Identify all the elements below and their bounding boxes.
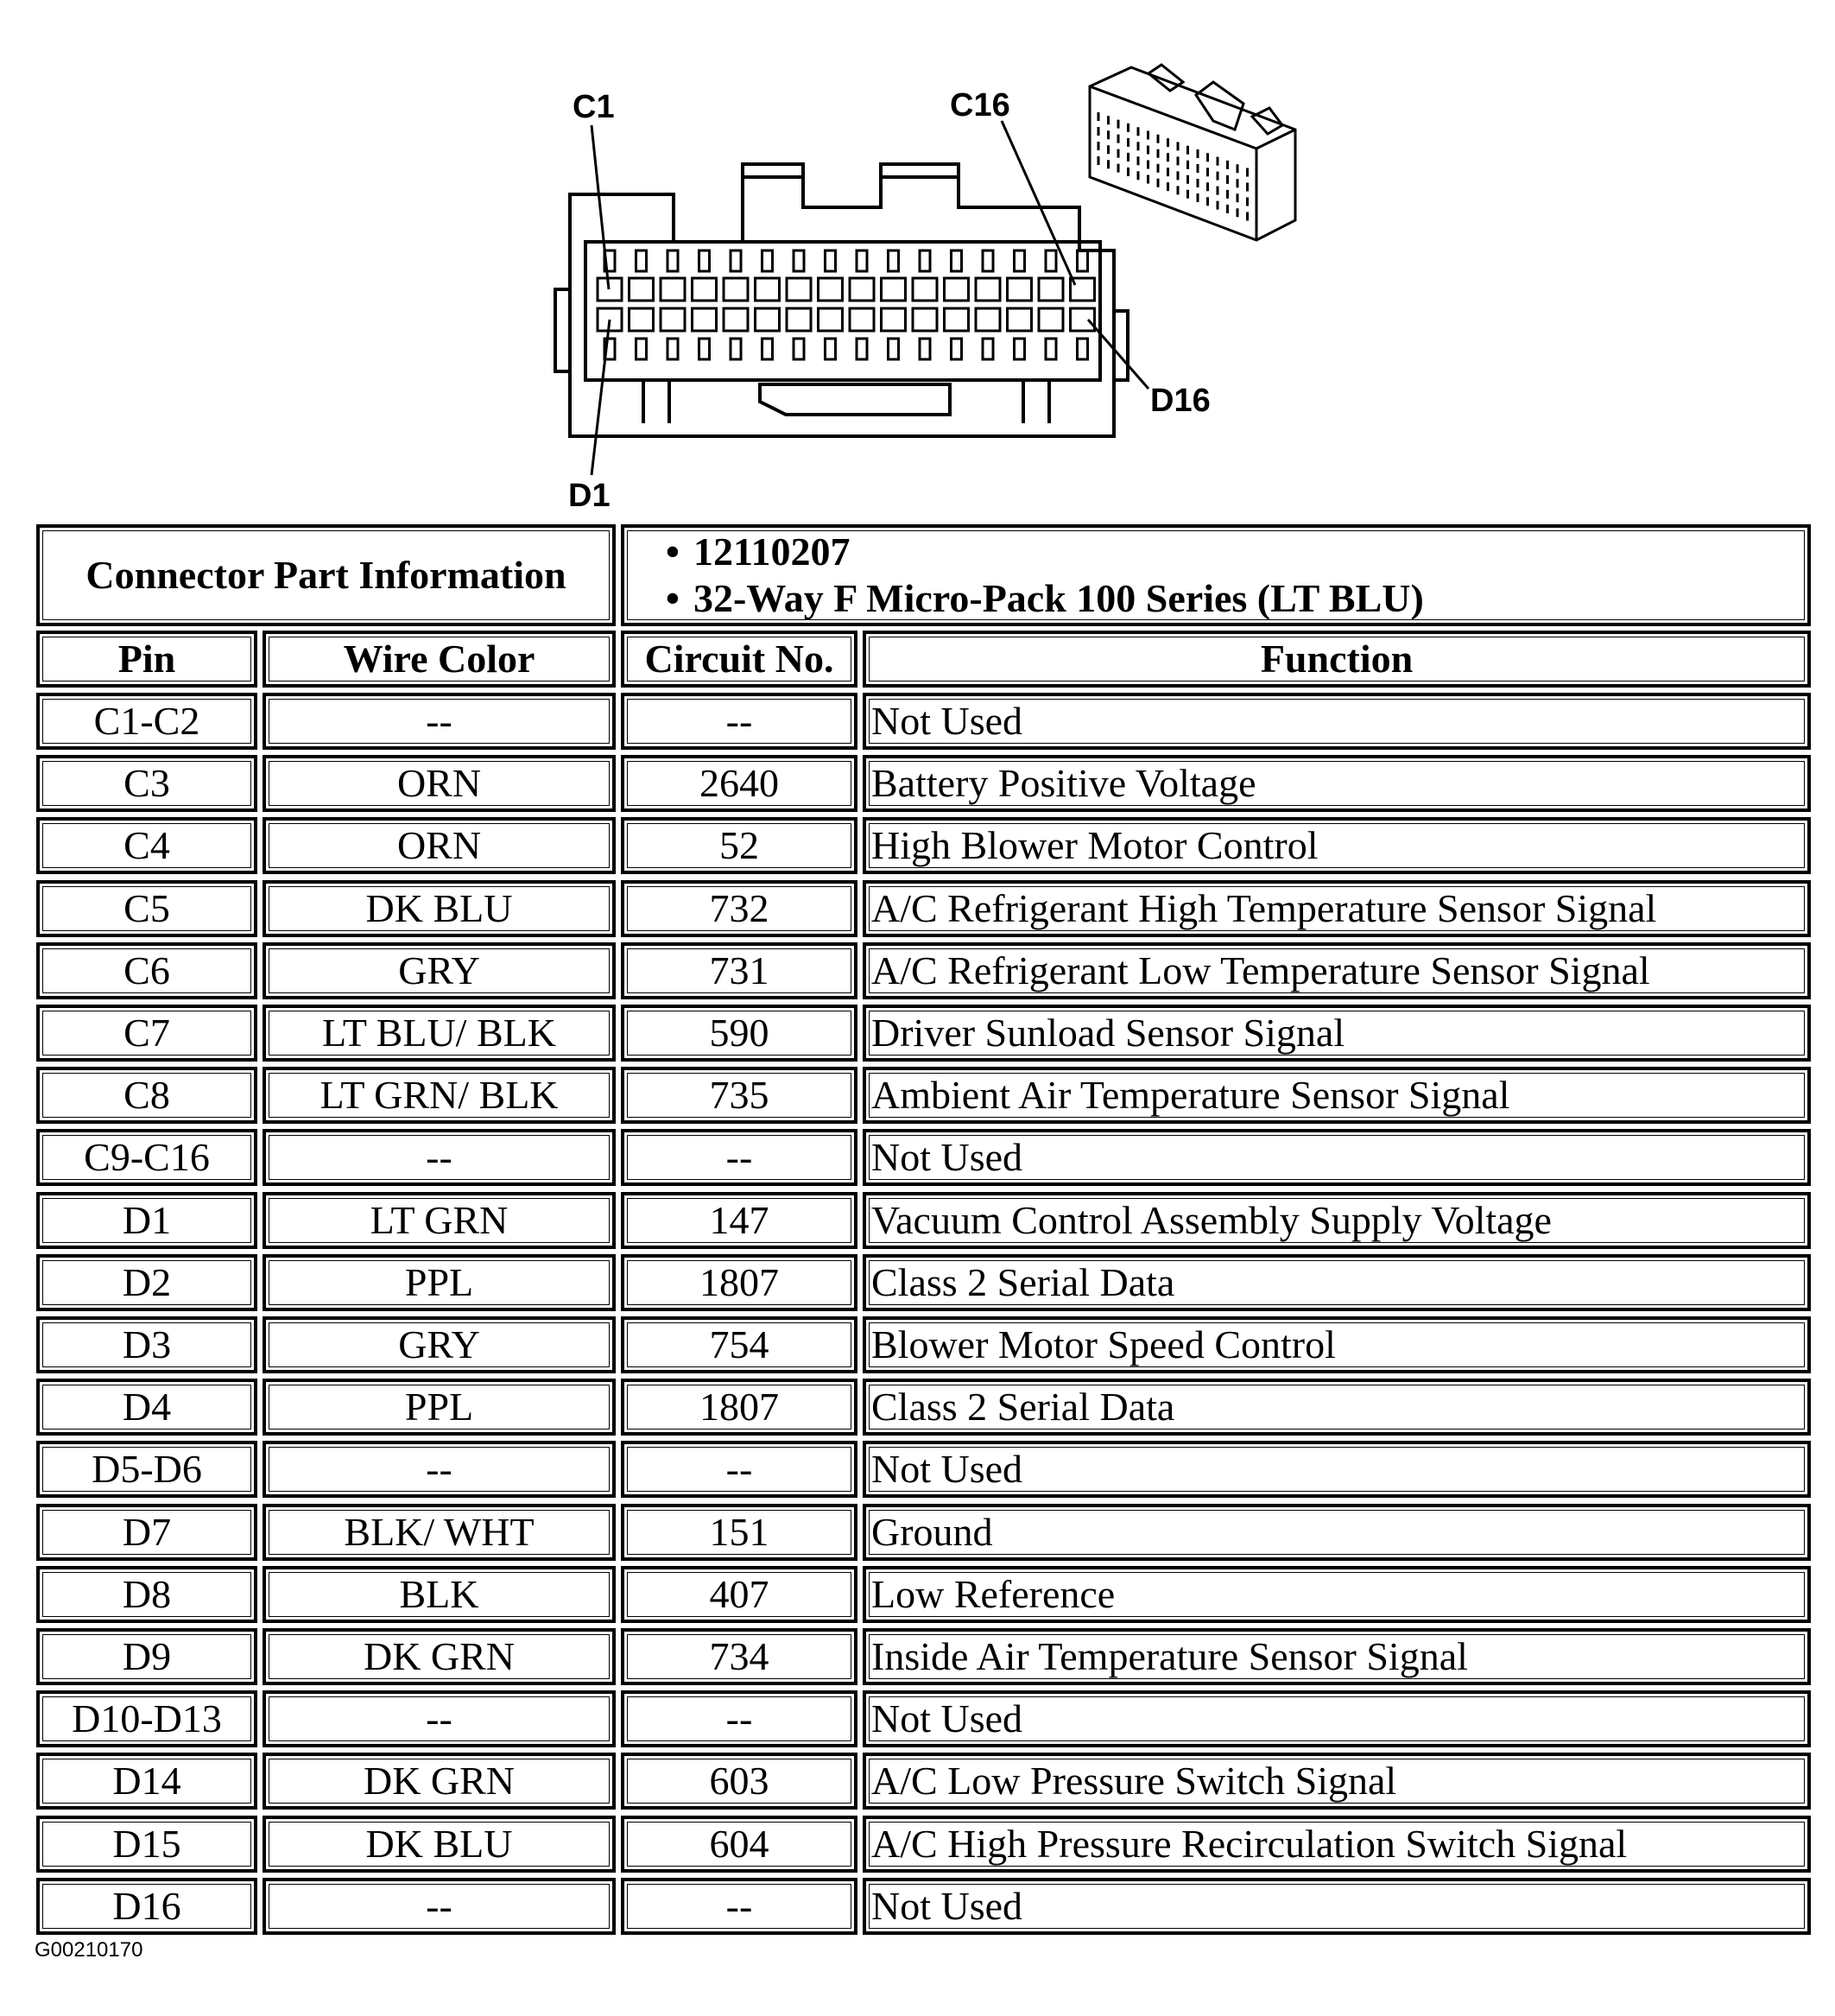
circuit-no-cell — [621, 1878, 857, 1935]
pin-cell — [36, 1192, 257, 1249]
wire-color-cell-text: -- — [426, 699, 452, 743]
terminal-slot-bottom — [1015, 339, 1025, 359]
wire-color-cell — [263, 1816, 616, 1873]
wire-color-cell — [263, 1628, 616, 1685]
function-cell-text: Class 2 Serial Data — [871, 1260, 1175, 1304]
iso-latch-2 — [1196, 82, 1243, 130]
header-wire-color — [263, 631, 616, 688]
pin-cavity-d — [661, 308, 685, 331]
circuit-no-cell-text: -- — [725, 1135, 753, 1179]
terminal-slot-bottom — [1078, 339, 1088, 359]
pin-cell-text: D16 — [112, 1884, 181, 1928]
circuit-no-cell-text: 732 — [709, 886, 769, 930]
pin-cell-text: D4 — [122, 1385, 172, 1429]
pin-cell — [36, 1878, 257, 1935]
function-cell-text: Battery Positive Voltage — [871, 761, 1256, 805]
function-cell-text: Not Used — [871, 1884, 1023, 1928]
pin-cell-text: D3 — [122, 1322, 172, 1366]
wire-color-cell-text: -- — [426, 1696, 452, 1740]
circuit-no-cell — [621, 1067, 857, 1124]
wire-color-cell-text: BLK — [399, 1572, 479, 1616]
wire-color-cell — [263, 817, 616, 874]
function-cell — [863, 1129, 1811, 1186]
function-cell — [863, 1566, 1811, 1623]
pin-cell-text: D8 — [122, 1572, 172, 1616]
pin-cavity-d — [693, 308, 717, 331]
pin-cavity-d — [850, 308, 874, 331]
circuit-no-cell-text: 603 — [709, 1759, 769, 1803]
wire-color-cell — [263, 942, 616, 999]
pin-cell — [36, 1379, 257, 1436]
leader-c16 — [1002, 121, 1075, 285]
pin-cell-text: D15 — [112, 1822, 181, 1866]
pin-cavity-d — [913, 308, 937, 331]
circuit-no-cell — [621, 1192, 857, 1249]
wire-color-cell-text: GRY — [398, 1322, 480, 1366]
connector-info-details — [621, 524, 1811, 626]
wire-color-cell — [263, 693, 616, 750]
pin-cell-text: D14 — [112, 1759, 181, 1803]
pin-cavity-d — [1008, 308, 1032, 331]
circuit-no-cell — [621, 1566, 857, 1623]
iso-body — [1090, 67, 1295, 240]
pin-cavity-d — [1039, 308, 1063, 331]
function-cell — [863, 1628, 1811, 1685]
circuit-no-cell — [621, 1504, 857, 1561]
function-cell-text: Ambient Air Temperature Sensor Signal — [871, 1073, 1510, 1117]
circuit-no-cell-text: 151 — [709, 1510, 769, 1554]
pin-cavity-d — [976, 308, 1000, 331]
circuit-no-cell-text: -- — [725, 699, 753, 743]
wire-color-cell — [263, 1254, 616, 1311]
pin-cell — [36, 693, 257, 750]
figure-id: G00210170 — [35, 1938, 143, 1962]
terminal-slot-bottom — [699, 339, 710, 359]
function-cell-text: Inside Air Temperature Sensor Signal — [871, 1634, 1468, 1678]
pin-cavity-d — [630, 308, 654, 331]
terminal-slot-top — [983, 250, 993, 271]
function-cell-text: Blower Motor Speed Control — [871, 1322, 1336, 1366]
pin-cavity-d — [819, 308, 843, 331]
circuit-no-cell — [621, 755, 857, 812]
pin-cell — [36, 1441, 257, 1498]
function-cell — [863, 1690, 1811, 1747]
label-c1: C1 — [573, 89, 615, 125]
wire-color-cell-text: GRY — [398, 948, 480, 992]
wire-color-cell — [263, 1192, 616, 1249]
wire-color-cell — [263, 1067, 616, 1124]
pin-cavity-c — [819, 278, 843, 301]
circuit-no-cell — [621, 1690, 857, 1747]
pin-cavity-d — [882, 308, 906, 331]
function-cell-text: A/C Refrigerant Low Temperature Sensor Signal — [871, 948, 1650, 992]
wire-color-cell — [263, 1379, 616, 1436]
terminal-slot-bottom — [636, 339, 647, 359]
wire-color-cell — [263, 1005, 616, 1062]
pin-cell — [36, 1816, 257, 1873]
circuit-no-cell-text: 754 — [709, 1322, 769, 1366]
pin-cell-text: D5-D6 — [92, 1447, 202, 1491]
terminal-slot-bottom — [826, 339, 836, 359]
wire-color-cell — [263, 1878, 616, 1935]
circuit-no-cell-text: 2640 — [699, 761, 779, 805]
terminal-slot-top — [762, 250, 773, 271]
pin-cell — [36, 1628, 257, 1685]
wire-color-cell — [263, 1316, 616, 1373]
circuit-no-cell — [621, 1379, 857, 1436]
terminal-slot-top — [1015, 250, 1025, 271]
function-cell — [863, 1441, 1811, 1498]
function-cell — [863, 1504, 1811, 1561]
circuit-no-cell-text: 735 — [709, 1073, 769, 1117]
function-cell — [863, 1878, 1811, 1935]
function-cell — [863, 1005, 1811, 1062]
connector-diagram — [0, 0, 1835, 518]
label-d1: D1 — [568, 478, 611, 514]
wire-color-cell-text: DK BLU — [365, 886, 513, 930]
terminal-slot-bottom — [952, 339, 962, 359]
pin-cell — [36, 1005, 257, 1062]
circuit-no-cell-text: -- — [725, 1447, 753, 1491]
wire-color-cell — [263, 1441, 616, 1498]
terminal-slot-top — [794, 250, 804, 271]
pin-cell — [36, 942, 257, 999]
terminal-slot-bottom — [857, 339, 867, 359]
pin-cell — [36, 1316, 257, 1373]
pin-cell — [36, 1504, 257, 1561]
header-pin — [36, 631, 257, 688]
pin-cell-text: C7 — [123, 1011, 170, 1055]
wire-color-cell — [263, 1566, 616, 1623]
pin-cavity-c — [661, 278, 685, 301]
iso-pin-row — [1098, 142, 1248, 206]
wire-color-cell-text: -- — [426, 1884, 452, 1928]
pin-cavity-c — [976, 278, 1000, 301]
function-cell-text: Not Used — [871, 1696, 1023, 1740]
label-d16: D16 — [1150, 383, 1211, 419]
iso-pin-row — [1098, 112, 1248, 177]
pin-cell — [36, 1129, 257, 1186]
function-cell — [863, 942, 1811, 999]
pin-cavity-d — [724, 308, 748, 331]
leader-c1 — [592, 125, 609, 289]
pin-cavity-c — [850, 278, 874, 301]
terminal-slot-top — [731, 250, 741, 271]
function-cell-text: Not Used — [871, 1447, 1023, 1491]
circuit-no-cell — [621, 1254, 857, 1311]
pin-cell-text: C9-C16 — [84, 1135, 210, 1179]
wire-color-cell-text: BLK/ WHT — [344, 1510, 535, 1554]
terminal-slot-top — [1078, 250, 1088, 271]
terminal-slot-top — [1046, 250, 1056, 271]
connector-pin-cavities — [598, 250, 1095, 359]
pin-cell-text: C8 — [123, 1073, 170, 1117]
latch-left — [743, 177, 803, 207]
function-cell — [863, 1067, 1811, 1124]
connector-info-title-text: Connector Part Information — [85, 553, 566, 597]
latch-right — [881, 177, 959, 207]
circuit-no-cell-text: 734 — [709, 1634, 769, 1678]
function-cell-text: A/C Refrigerant High Temperature Sensor Signal — [871, 886, 1657, 930]
circuit-no-cell — [621, 1628, 857, 1685]
wire-color-cell-text: LT BLU/ BLK — [322, 1011, 556, 1055]
terminal-slot-top — [920, 250, 930, 271]
function-cell — [863, 1316, 1811, 1373]
header-circuit-no-text: Circuit No. — [644, 637, 834, 681]
connector-description: • 32-Way F Micro-Pack 100 Series (LT BLU) — [624, 575, 1424, 622]
circuit-no-cell — [621, 1005, 857, 1062]
wire-color-cell — [263, 755, 616, 812]
wire-color-cell-text: DK GRN — [363, 1759, 516, 1803]
function-cell-text: Driver Sunload Sensor Signal — [871, 1011, 1345, 1055]
circuit-no-cell — [621, 1316, 857, 1373]
pin-cell-text: C4 — [123, 823, 170, 867]
part-number: • 12110207 — [624, 529, 1424, 575]
function-cell — [863, 1192, 1811, 1249]
function-cell-text: A/C High Pressure Recirculation Switch Signal — [871, 1822, 1628, 1866]
circuit-no-cell-text: 590 — [709, 1011, 769, 1055]
pin-cell — [36, 1067, 257, 1124]
terminal-slot-top — [889, 250, 899, 271]
function-cell-text: A/C Low Pressure Switch Signal — [871, 1759, 1397, 1803]
terminal-slot-top — [636, 250, 647, 271]
wire-color-cell-text: -- — [426, 1447, 452, 1491]
function-cell-text: Class 2 Serial Data — [871, 1385, 1175, 1429]
pin-cavity-c — [882, 278, 906, 301]
connector-feet — [643, 380, 1049, 423]
pin-cavity-c — [787, 278, 811, 301]
function-cell-text: Not Used — [871, 1135, 1023, 1179]
side-tab-left — [555, 289, 570, 371]
terminal-slot-bottom — [889, 339, 899, 359]
pin-cavity-d — [945, 308, 969, 331]
circuit-no-cell — [621, 880, 857, 937]
pin-cell — [36, 817, 257, 874]
side-tab-right — [1114, 311, 1128, 380]
pin-cavity-d — [1071, 308, 1095, 331]
pin-cell-text: D7 — [122, 1510, 172, 1554]
key-slot — [760, 384, 950, 415]
pin-cell — [36, 880, 257, 937]
terminal-slot-top — [857, 250, 867, 271]
function-cell — [863, 880, 1811, 937]
terminal-slot-bottom — [794, 339, 804, 359]
header-wire-color-text: Wire Color — [343, 637, 535, 681]
pin-cavity-c — [945, 278, 969, 301]
pin-cavity-c — [724, 278, 748, 301]
circuit-no-cell-text: 147 — [709, 1198, 769, 1242]
function-cell — [863, 1816, 1811, 1873]
header-function-text: Function — [1260, 637, 1414, 681]
wire-color-cell-text: ORN — [396, 761, 482, 805]
iso-latch-3 — [1252, 108, 1282, 134]
pin-cell-text: D9 — [122, 1634, 172, 1678]
terminal-slot-top — [699, 250, 710, 271]
wire-color-cell-text: DK GRN — [363, 1634, 516, 1678]
header-pin-text: Pin — [117, 637, 176, 681]
wire-color-cell-text: DK BLU — [365, 1822, 513, 1866]
circuit-no-cell-text: 1807 — [699, 1260, 779, 1304]
header-circuit-no — [621, 631, 857, 688]
pin-cavity-c — [598, 278, 622, 301]
pin-cell — [36, 1690, 257, 1747]
circuit-no-cell-text: 407 — [709, 1572, 769, 1616]
pin-cell — [36, 755, 257, 812]
terminal-slot-bottom — [668, 339, 678, 359]
circuit-no-cell-text: 1807 — [699, 1385, 779, 1429]
wire-color-cell-text: -- — [426, 1135, 452, 1179]
wire-color-cell — [263, 1504, 616, 1561]
pin-cell-text: D1 — [122, 1198, 172, 1242]
pin-cavity-d — [787, 308, 811, 331]
circuit-no-cell — [621, 817, 857, 874]
circuit-no-cell — [621, 1816, 857, 1873]
circuit-no-cell — [621, 942, 857, 999]
function-cell — [863, 1254, 1811, 1311]
connector-info-list — [624, 529, 1424, 622]
circuit-no-cell-text: 52 — [719, 823, 759, 867]
function-cell-text: Low Reference — [871, 1572, 1116, 1616]
label-c16: C16 — [950, 87, 1010, 124]
pin-cell — [36, 1254, 257, 1311]
circuit-no-cell-text: -- — [725, 1884, 753, 1928]
pin-cell-text: C1-C2 — [93, 699, 200, 743]
pin-cavity-c — [630, 278, 654, 301]
wire-color-cell — [263, 1753, 616, 1810]
terminal-slot-bottom — [731, 339, 741, 359]
pin-cell-text: C6 — [123, 948, 170, 992]
iso-latch-1 — [1148, 65, 1183, 91]
connector-info-title — [36, 524, 616, 626]
circuit-no-cell-text: 731 — [709, 948, 769, 992]
terminal-slot-bottom — [1046, 339, 1056, 359]
leader-d1 — [592, 320, 610, 475]
terminal-slot-bottom — [983, 339, 993, 359]
circuit-no-cell-text: -- — [725, 1696, 753, 1740]
pin-cell-text: D2 — [122, 1260, 172, 1304]
wire-color-cell-text: LT GRN/ BLK — [320, 1073, 559, 1117]
pin-leader-lines — [592, 121, 1148, 475]
connector-isometric-view — [1090, 65, 1295, 240]
circuit-no-cell — [621, 693, 857, 750]
pin-cell — [36, 1566, 257, 1623]
pin-cavity-c — [693, 278, 717, 301]
wire-color-cell-text: LT GRN — [370, 1198, 509, 1242]
pin-cell-text: D10-D13 — [72, 1696, 222, 1740]
circuit-no-cell — [621, 1441, 857, 1498]
circuit-no-cell-text: 604 — [709, 1822, 769, 1866]
circuit-no-cell — [621, 1129, 857, 1186]
function-cell-text: Ground — [871, 1510, 993, 1554]
wire-color-cell — [263, 880, 616, 937]
terminal-slot-bottom — [762, 339, 773, 359]
pin-cavity-c — [913, 278, 937, 301]
wire-color-cell — [263, 1690, 616, 1747]
pin-cell-text: C5 — [123, 886, 170, 930]
wire-color-cell-text: ORN — [396, 823, 482, 867]
function-cell — [863, 1753, 1811, 1810]
wire-color-cell-text: PPL — [404, 1385, 474, 1429]
wire-color-cell-text: PPL — [404, 1260, 474, 1304]
function-cell — [863, 1379, 1811, 1436]
function-cell-text: Vacuum Control Assembly Supply Voltage — [871, 1198, 1552, 1242]
function-cell — [863, 817, 1811, 874]
terminal-slot-bottom — [920, 339, 930, 359]
wire-color-cell — [263, 1129, 616, 1186]
circuit-no-cell — [621, 1753, 857, 1810]
header-function — [863, 631, 1811, 688]
pin-cavity-c — [1039, 278, 1063, 301]
pin-cavity-c — [756, 278, 780, 301]
function-cell-text: Not Used — [871, 699, 1023, 743]
pin-cell-text: C3 — [123, 761, 170, 805]
pin-cell — [36, 1753, 257, 1810]
terminal-slot-top — [668, 250, 678, 271]
function-cell-text: High Blower Motor Control — [871, 823, 1319, 867]
pin-cavity-c — [1008, 278, 1032, 301]
function-cell — [863, 693, 1811, 750]
function-cell — [863, 755, 1811, 812]
terminal-slot-top — [952, 250, 962, 271]
terminal-slot-top — [826, 250, 836, 271]
pin-cavity-d — [756, 308, 780, 331]
